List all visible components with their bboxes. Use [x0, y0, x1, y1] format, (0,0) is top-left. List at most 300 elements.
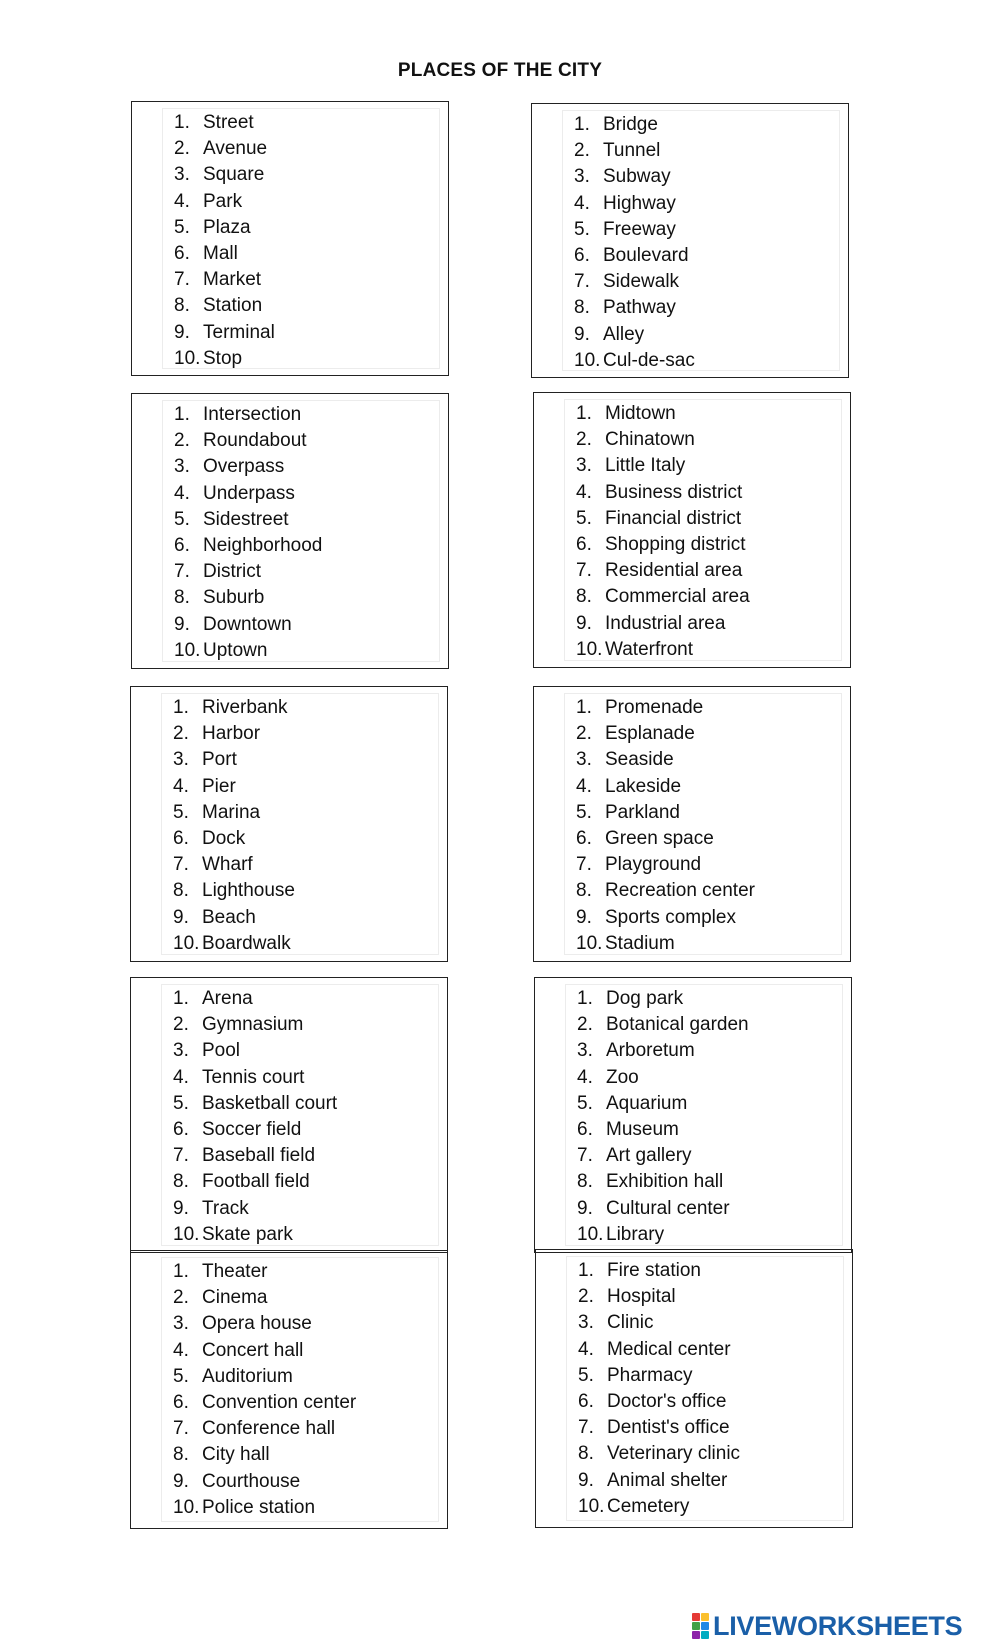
list-item [578, 1468, 844, 1494]
item-text: Sports complex [605, 906, 736, 928]
list-item [173, 878, 439, 904]
item-text: Uptown [203, 639, 268, 661]
item-number: 7. [576, 560, 592, 582]
item-number: 2. [577, 1014, 593, 1036]
list-item [576, 826, 842, 852]
item-text: Doctor's office [607, 1390, 727, 1412]
item-number: 5. [576, 507, 592, 529]
item-text: Auditorium [202, 1365, 293, 1387]
list-item [173, 695, 439, 721]
list-item [577, 1038, 843, 1064]
item-text: Underpass [203, 482, 295, 504]
item-number: 7. [173, 1418, 189, 1440]
list-item [173, 1012, 439, 1038]
item-text: Business district [605, 481, 743, 503]
item-text: Park [203, 190, 243, 212]
item-number: 1. [576, 403, 592, 424]
item-number: 7. [173, 854, 189, 876]
item-number: 9. [174, 613, 190, 635]
list-item [174, 638, 440, 664]
item-text: Green space [605, 827, 714, 849]
item-text: Subway [603, 166, 671, 188]
item-text: Esplanade [605, 723, 695, 745]
item-text: Midtown [605, 403, 676, 424]
item-number: 3. [574, 166, 590, 188]
item-text: Fire station [607, 1260, 701, 1281]
list-item [576, 427, 842, 453]
item-text: Exhibition hall [606, 1171, 724, 1193]
word-list [173, 986, 439, 1248]
item-number: 10. [577, 1223, 604, 1245]
list-item [173, 1311, 439, 1337]
item-number: 6. [173, 827, 189, 849]
item-number: 4. [578, 1338, 594, 1360]
logo-icon [692, 1613, 709, 1639]
item-number: 4. [174, 190, 190, 212]
item-text: Market [203, 269, 262, 291]
list-item [174, 320, 440, 346]
item-number: 2. [173, 1014, 189, 1036]
item-text: Freeway [603, 218, 676, 240]
list-item [574, 138, 840, 164]
list-item [174, 454, 440, 480]
item-text: Concert hall [202, 1339, 304, 1361]
list-item [577, 1143, 843, 1169]
item-text: Waterfront [605, 638, 693, 660]
item-text: Lighthouse [202, 880, 295, 902]
item-number: 5. [173, 801, 189, 823]
list-item [574, 269, 840, 295]
list-item [174, 612, 440, 638]
item-text: Conference hall [202, 1418, 336, 1440]
list-item [173, 852, 439, 878]
item-text: Mall [203, 242, 238, 264]
item-number: 1. [576, 697, 592, 718]
item-number: 3. [174, 164, 190, 186]
list-item [173, 747, 439, 773]
item-text: Museum [606, 1118, 679, 1140]
item-text: Botanical garden [606, 1014, 749, 1036]
item-text: Intersection [203, 404, 302, 425]
item-number: 5. [574, 218, 590, 240]
item-number: 4. [173, 1066, 189, 1088]
item-text: Avenue [203, 138, 268, 160]
item-text: Street [203, 112, 254, 133]
item-text: Library [606, 1223, 665, 1245]
item-number: 6. [576, 827, 592, 849]
list-item [174, 189, 440, 215]
list-item [576, 747, 842, 773]
logo-text: LIVEWORKSHEETS [713, 1610, 963, 1641]
list-item [577, 1222, 843, 1248]
item-number: 9. [574, 323, 590, 345]
list-box-right-3 [533, 686, 851, 962]
list-item [577, 1196, 843, 1222]
list-item [174, 136, 440, 162]
item-number: 7. [577, 1145, 593, 1167]
item-number: 4. [576, 775, 592, 797]
item-number: 8. [574, 297, 590, 319]
list-item [174, 585, 440, 611]
item-text: Police station [202, 1496, 316, 1518]
item-text: Dog park [606, 988, 684, 1009]
list-item [173, 1117, 439, 1143]
item-text: Pharmacy [607, 1364, 693, 1386]
item-number: 3. [576, 455, 592, 477]
item-number: 5. [173, 1365, 189, 1387]
item-number: 10. [174, 639, 201, 661]
item-number: 8. [174, 587, 190, 609]
item-number: 9. [173, 1470, 189, 1492]
list-box-right-5 [535, 1249, 853, 1528]
list-item [174, 215, 440, 241]
item-text: Cinema [202, 1287, 268, 1309]
list-item [173, 1442, 439, 1468]
list-item [576, 878, 842, 904]
item-text: Plaza [203, 216, 251, 238]
list-item [576, 800, 842, 826]
item-number: 6. [574, 244, 590, 266]
list-item [578, 1284, 844, 1310]
item-number: 2. [173, 723, 189, 745]
list-item [577, 1117, 843, 1143]
item-number: 2. [578, 1286, 594, 1308]
item-number: 4. [173, 775, 189, 797]
word-list [173, 1259, 439, 1521]
list-item [173, 1259, 439, 1285]
item-number: 1. [574, 114, 590, 135]
list-item [173, 986, 439, 1012]
item-number: 8. [173, 880, 189, 902]
list-item [173, 931, 439, 957]
item-text: Stadium [605, 932, 675, 954]
word-list [576, 401, 842, 663]
item-text: Harbor [202, 723, 261, 745]
item-number: 3. [577, 1040, 593, 1062]
item-number: 6. [577, 1118, 593, 1140]
item-number: 10. [173, 932, 200, 954]
item-number: 1. [173, 1261, 189, 1282]
item-number: 2. [174, 430, 190, 452]
item-number: 8. [576, 880, 592, 902]
list-item [577, 986, 843, 1012]
word-list [578, 1258, 844, 1520]
list-item [174, 293, 440, 319]
item-text: Hospital [607, 1286, 676, 1308]
list-item [173, 800, 439, 826]
list-item [174, 110, 440, 136]
item-number: 10. [173, 1496, 200, 1518]
item-number: 9. [174, 321, 190, 343]
item-number: 3. [576, 749, 592, 771]
item-text: Dentist's office [607, 1417, 730, 1439]
list-item [173, 1416, 439, 1442]
list-item [578, 1337, 844, 1363]
word-list [577, 986, 843, 1248]
list-item [576, 401, 842, 427]
item-text: Clinic [607, 1312, 654, 1334]
item-number: 4. [576, 481, 592, 503]
item-number: 5. [576, 801, 592, 823]
item-text: Boardwalk [202, 932, 291, 954]
list-item [576, 584, 842, 610]
item-text: Highway [603, 192, 676, 214]
item-text: Terminal [203, 321, 275, 343]
item-text: Downtown [203, 613, 292, 635]
list-item [173, 1196, 439, 1222]
item-number: 1. [173, 697, 189, 718]
item-number: 9. [577, 1197, 593, 1219]
list-item [576, 721, 842, 747]
item-text: Square [203, 164, 265, 186]
list-box-left-3 [130, 686, 448, 962]
list-item [574, 348, 840, 374]
item-text: Skate park [202, 1223, 293, 1245]
item-number: 3. [173, 1313, 189, 1335]
list-item [173, 1495, 439, 1521]
item-text: Baseball field [202, 1145, 316, 1167]
item-text: Commercial area [605, 586, 750, 608]
item-text: Alley [603, 323, 645, 345]
item-text: Industrial area [605, 612, 726, 634]
list-item [576, 532, 842, 558]
list-item [577, 1169, 843, 1195]
item-text: Cemetery [607, 1495, 690, 1517]
item-text: Zoo [606, 1066, 639, 1088]
item-text: Sidestreet [203, 508, 289, 530]
item-text: Riverbank [202, 697, 288, 718]
item-text: Marina [202, 801, 261, 823]
list-item [173, 1364, 439, 1390]
list-item [574, 243, 840, 269]
list-box-left-4 [130, 977, 448, 1253]
list-item [173, 905, 439, 931]
item-text: Art gallery [606, 1145, 692, 1167]
item-number: 7. [578, 1417, 594, 1439]
list-item [574, 164, 840, 190]
list-item [173, 774, 439, 800]
item-text: Lakeside [605, 775, 682, 797]
item-text: Convention center [202, 1391, 357, 1413]
list-item [574, 217, 840, 243]
list-item [174, 346, 440, 372]
list-box-left-5 [130, 1250, 448, 1529]
list-item [576, 611, 842, 637]
item-number: 1. [173, 988, 189, 1009]
item-text: Track [202, 1197, 249, 1219]
item-number: 8. [173, 1171, 189, 1193]
item-text: Financial district [605, 507, 742, 529]
list-box-left-2 [131, 393, 449, 669]
item-number: 3. [173, 1040, 189, 1062]
item-text: Port [202, 749, 237, 771]
item-number: 4. [173, 1339, 189, 1361]
item-number: 2. [576, 723, 592, 745]
list-item [173, 721, 439, 747]
word-list [574, 112, 840, 374]
list-item [578, 1415, 844, 1441]
item-text: Opera house [202, 1313, 312, 1335]
list-item [578, 1258, 844, 1284]
item-text: Soccer field [202, 1118, 302, 1140]
item-number: 7. [173, 1145, 189, 1167]
page-title: PLACES OF THE CITY [397, 60, 603, 81]
item-number: 2. [574, 140, 590, 162]
item-text: Basketball court [202, 1092, 338, 1114]
list-item [577, 1065, 843, 1091]
item-number: 8. [577, 1171, 593, 1193]
item-text: Pathway [603, 297, 676, 319]
word-list [174, 402, 440, 664]
item-number: 1. [174, 112, 190, 133]
item-number: 9. [173, 906, 189, 928]
list-item [174, 428, 440, 454]
list-item [577, 1091, 843, 1117]
item-number: 7. [174, 561, 190, 583]
item-text: Overpass [203, 456, 285, 478]
item-number: 6. [576, 533, 592, 555]
list-item [173, 1222, 439, 1248]
item-number: 8. [173, 1444, 189, 1466]
item-number: 1. [577, 988, 593, 1009]
list-item [578, 1389, 844, 1415]
item-number: 6. [173, 1391, 189, 1413]
list-item [576, 774, 842, 800]
item-text: Wharf [202, 854, 253, 876]
item-text: Pier [202, 775, 236, 797]
item-text: Roundabout [203, 430, 307, 452]
list-item [574, 112, 840, 138]
item-text: Playground [605, 854, 702, 876]
item-text: Chinatown [605, 429, 695, 451]
item-number: 5. [577, 1092, 593, 1114]
item-text: Dock [202, 827, 246, 849]
list-item [576, 905, 842, 931]
item-number: 3. [578, 1312, 594, 1334]
item-number: 7. [574, 271, 590, 293]
item-number: 1. [174, 404, 190, 425]
list-item [174, 559, 440, 585]
list-item [574, 191, 840, 217]
item-number: 2. [173, 1287, 189, 1309]
list-item [576, 695, 842, 721]
list-item [173, 1390, 439, 1416]
item-number: 5. [174, 216, 190, 238]
list-box-right-2 [533, 392, 851, 668]
item-number: 7. [576, 854, 592, 876]
item-number: 3. [173, 749, 189, 771]
list-item [173, 1091, 439, 1117]
list-item [173, 1285, 439, 1311]
word-list [173, 695, 439, 957]
item-number: 6. [174, 242, 190, 264]
item-number: 3. [174, 456, 190, 478]
item-number: 10. [174, 347, 201, 369]
item-number: 6. [173, 1118, 189, 1140]
item-number: 9. [173, 1197, 189, 1219]
item-text: Beach [202, 906, 256, 928]
item-number: 10. [578, 1495, 605, 1517]
item-number: 6. [174, 534, 190, 556]
list-item [578, 1310, 844, 1336]
item-text: Theater [202, 1261, 268, 1282]
list-item [174, 241, 440, 267]
item-text: Pool [202, 1040, 241, 1062]
item-text: Cul-de-sac [603, 349, 695, 371]
list-item [578, 1363, 844, 1389]
item-number: 4. [174, 482, 190, 504]
item-number: 5. [174, 508, 190, 530]
item-number: 4. [577, 1066, 593, 1088]
item-number: 2. [576, 429, 592, 451]
list-item [173, 1169, 439, 1195]
item-text: Courthouse [202, 1470, 301, 1492]
list-item [576, 558, 842, 584]
item-number: 5. [173, 1092, 189, 1114]
item-text: Seaside [605, 749, 674, 771]
item-number: 2. [174, 138, 190, 160]
list-item [574, 322, 840, 348]
liveworksheets-logo[interactable] [692, 1611, 962, 1641]
item-text: Sidewalk [603, 271, 680, 293]
list-item [174, 267, 440, 293]
list-item [173, 1338, 439, 1364]
item-number: 8. [576, 586, 592, 608]
list-item [174, 162, 440, 188]
item-text: Residential area [605, 560, 743, 582]
item-text: Aquarium [606, 1092, 688, 1114]
list-item [578, 1441, 844, 1467]
item-number: 1. [578, 1260, 594, 1281]
list-item [578, 1494, 844, 1520]
item-text: Animal shelter [607, 1469, 728, 1491]
list-item [576, 637, 842, 663]
item-text: Promenade [605, 697, 704, 718]
list-item [173, 1065, 439, 1091]
list-box-right-1 [531, 103, 849, 378]
item-text: Boulevard [603, 244, 689, 266]
item-number: 9. [576, 906, 592, 928]
item-text: Recreation center [605, 880, 755, 902]
item-text: Neighborhood [203, 534, 323, 556]
item-text: Arboretum [606, 1040, 695, 1062]
item-number: 10. [574, 349, 601, 371]
item-number: 10. [173, 1223, 200, 1245]
list-item [174, 481, 440, 507]
item-number: 5. [578, 1364, 594, 1386]
list-item [173, 826, 439, 852]
list-box-left-1 [131, 101, 449, 376]
list-item [576, 852, 842, 878]
item-number: 6. [578, 1390, 594, 1412]
item-text: Suburb [203, 587, 265, 609]
item-text: Shopping district [605, 533, 746, 555]
item-text: Parkland [605, 801, 680, 823]
list-item [174, 507, 440, 533]
item-number: 7. [174, 269, 190, 291]
item-text: Tennis court [202, 1066, 305, 1088]
list-item [174, 402, 440, 428]
item-text: City hall [202, 1444, 270, 1466]
item-text: Veterinary clinic [607, 1443, 741, 1465]
item-number: 9. [576, 612, 592, 634]
item-number: 10. [576, 932, 603, 954]
list-item [576, 931, 842, 957]
item-text: Little Italy [605, 455, 686, 477]
list-item [173, 1469, 439, 1495]
list-item [577, 1012, 843, 1038]
item-text: Station [203, 295, 263, 317]
